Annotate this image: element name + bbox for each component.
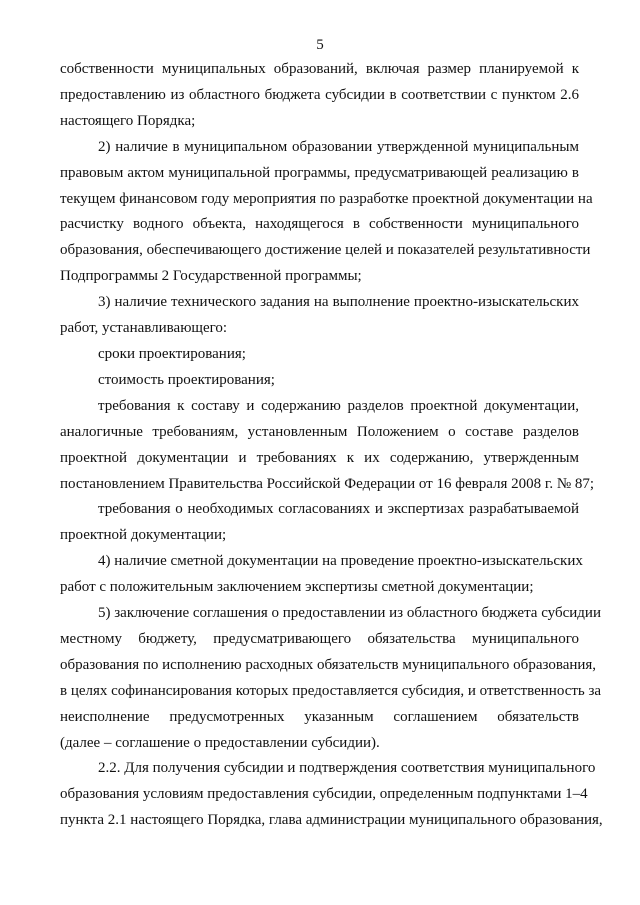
text-line: 2) наличие в муниципальном образовании утвержденной муниципальным bbox=[98, 138, 579, 155]
text-line: Подпрограммы 2 Государственной программы; bbox=[60, 268, 362, 285]
paragraph bbox=[60, 497, 579, 549]
text-line: требования о необходимых согласованиях и экспертизах разрабатываемой bbox=[98, 501, 579, 518]
paragraph bbox=[60, 394, 595, 498]
text-line: собственности муниципальных образований, включая размер планируемой к bbox=[60, 61, 579, 77]
text-line: образования по исполнению расходных обязательств муниципального образования, bbox=[60, 656, 597, 673]
text-line: сроки проектирования; bbox=[98, 345, 246, 362]
paragraph bbox=[60, 756, 603, 834]
document-body bbox=[60, 57, 603, 834]
text-line: в целях софинансирования которых предоставляется субсидия, и ответственность за bbox=[60, 682, 602, 699]
paragraph bbox=[60, 601, 602, 756]
text-line: образования, обеспечивающего достижение целей и показателей результативности bbox=[60, 242, 591, 259]
text-line: работ с положительным заключением экспертизы сметной документации; bbox=[60, 579, 534, 596]
text-line: текущем финансовом году мероприятия по разработке проектной документации на bbox=[60, 190, 593, 207]
text-line: проектной документации; bbox=[60, 527, 227, 544]
text-line: стоимость проектирования; bbox=[98, 371, 275, 388]
text-line: постановлением Правительства Российской Федерации от 16 февраля 2008 г. № 87; bbox=[60, 475, 595, 492]
text-line: пункта 2.1 настоящего Порядка, глава администрации муниципального образования, bbox=[60, 812, 603, 829]
text-line: (далее – соглашение о предоставлении субсидии). bbox=[60, 734, 380, 751]
paragraph bbox=[60, 368, 579, 394]
text-line: аналогичные требованиям, установленным Положением о составе разделов bbox=[60, 423, 579, 440]
paragraph bbox=[60, 57, 579, 135]
text-line: 2.2. Для получения субсидии и подтверждения соответствия муниципального bbox=[98, 760, 596, 777]
page-number: 5 bbox=[316, 37, 324, 53]
text-line: неисполнение предусмотренных указанным соглашением обязательств bbox=[60, 708, 579, 725]
text-line: требования к составу и содержанию разделов проектной документации, bbox=[98, 397, 579, 414]
text-line: местному бюджету, предусматривающего обязательства муниципального bbox=[60, 630, 579, 647]
text-line: предоставлению из областного бюджета субсидии в соответствии с пунктом 2.6 bbox=[60, 86, 579, 103]
paragraph bbox=[60, 290, 579, 342]
paragraph bbox=[60, 135, 593, 290]
text-line: настоящего Порядка; bbox=[60, 112, 196, 129]
text-line: расчистку водного объекта, находящегося в собственности муниципального bbox=[60, 216, 579, 233]
text-line: 3) наличие технического задания на выполнение проектно-изыскательских bbox=[98, 294, 579, 311]
text-line: проектной документации и требованиях к их содержанию, утвержденным bbox=[60, 449, 579, 466]
text-line: работ, устанавливающего: bbox=[60, 320, 228, 337]
paragraph bbox=[60, 549, 583, 601]
text-line: 5) заключение соглашения о предоставлении из областного бюджета субсидии bbox=[98, 605, 601, 622]
text-line: 4) наличие сметной документации на проведение проектно-изыскательских bbox=[98, 553, 583, 570]
paragraph bbox=[60, 342, 579, 368]
text-line: образования условиям предоставления субсидии, определенным подпунктами 1–4 bbox=[60, 786, 588, 803]
text-line: правовым актом муниципальной программы, предусматривающей реализацию в bbox=[60, 164, 579, 181]
